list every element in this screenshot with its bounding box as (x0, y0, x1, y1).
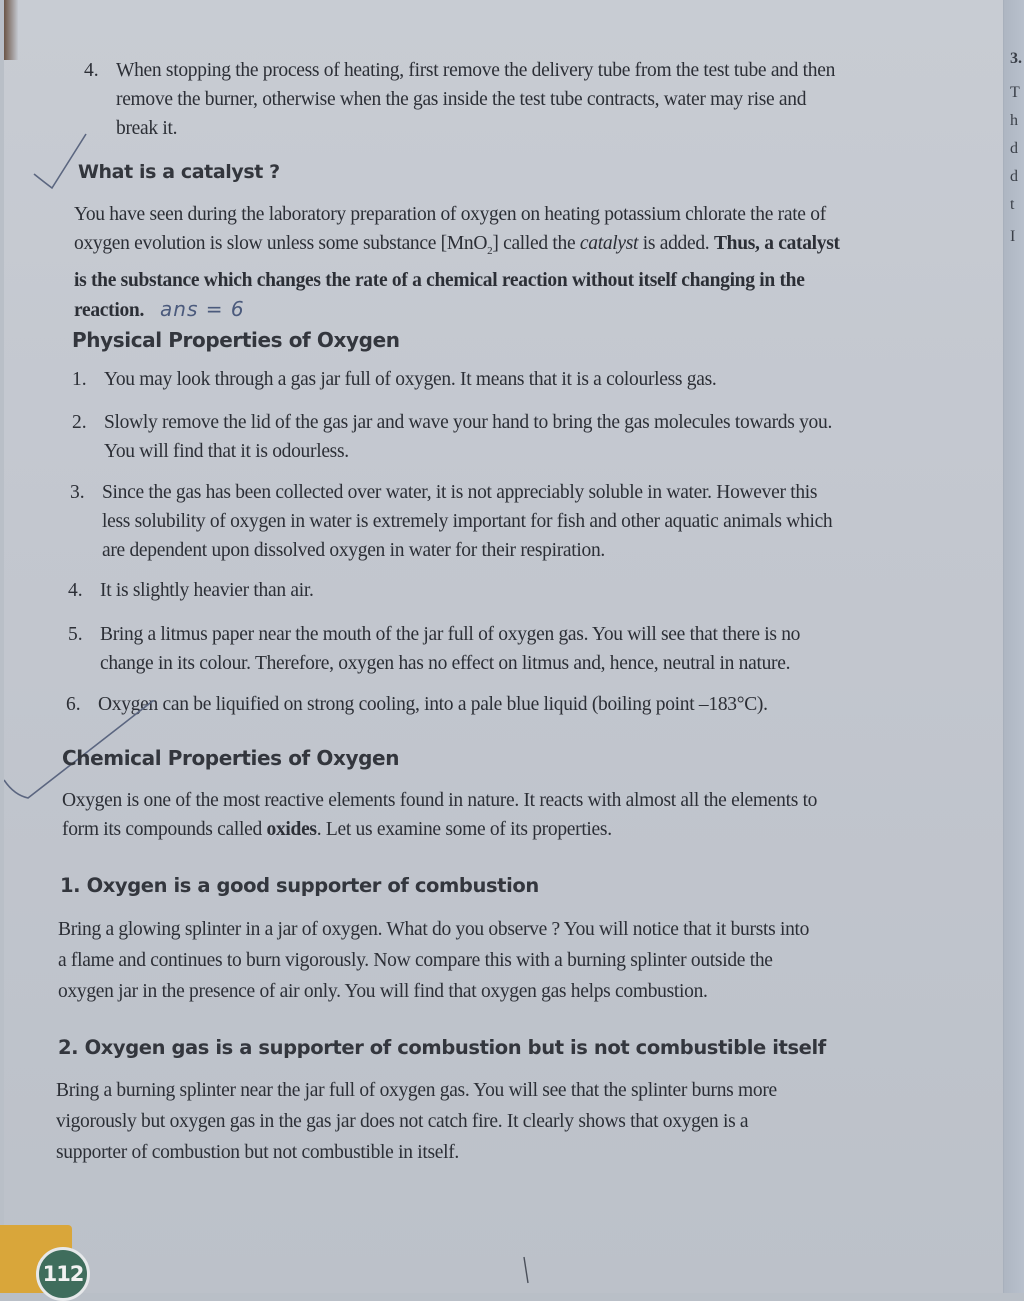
list-number: 6. (66, 694, 81, 715)
text-line: break it. (116, 118, 178, 139)
catalyst-paragraph (74, 200, 840, 325)
handwritten-note: ans = 6 (160, 296, 245, 321)
list-item-text: You may look through a gas jar full of oxygen. It means that it is a colourless gas. (104, 369, 717, 390)
list-number: 4. (68, 580, 83, 601)
combustion-paragraph: Bring a glowing splinter in a jar of oxygen. What do you observe ? You will notice that it bursts into a flame and continues to burn vigorously. Now compare this with a burning splinter outside the oxygen jar in the presence of air only. You will find that oxygen gas helps combustion. (58, 919, 810, 1002)
list-item-text: Bring a litmus paper near the mouth of the jar full of oxygen gas. You will see that there is no change in its colour. Therefore, oxygen has no effect on litmus and, hence, neutral in nature. (100, 624, 801, 674)
subheading-not-combustible: 2. Oxygen gas is a supporter of combustion but is not combustible itself (58, 1036, 826, 1059)
list-number: 3. (70, 482, 85, 503)
list-item-text: It is slightly heavier than air. (100, 580, 314, 601)
list-item-text: Oxygen can be liquified on strong cooling, into a pale blue liquid (boiling point –183°C). (98, 694, 768, 715)
definition-text: is the substance which changes the rate of a chemical reaction without itself changing in the (74, 269, 805, 291)
subheading-combustion-supporter: 1. Oxygen is a good supporter of combustion (60, 874, 539, 897)
text-line: remove the burner, otherwise when the gas inside the test tube contracts, water may rise and (116, 89, 807, 110)
pen-stroke-mark-icon (522, 1255, 532, 1285)
page-number-badge: 112 (36, 1247, 90, 1301)
list-number: 4. (84, 60, 99, 81)
list-item-text: Slowly remove the lid of the gas jar and wave your hand to bring the gas molecules towards you. You will find that it is odourless. (104, 412, 833, 462)
chemical-intro-paragraph: Oxygen is one of the most reactive elements found in nature. It reacts with almost all the elements to form its compounds called oxides. Let us examine some of its properties. (62, 790, 818, 840)
section-heading-chemical: Chemical Properties of Oxygen (62, 746, 400, 770)
section-heading-physical: Physical Properties of Oxygen (72, 328, 400, 352)
section-heading-catalyst: What is a catalyst ? (78, 161, 280, 183)
list-item-text (116, 56, 835, 143)
next-page-edge: 3. T h d d t I (1003, 0, 1024, 1293)
definition-text: reaction. (74, 299, 145, 321)
text-line: oxygen evolution is slow unless some substance [MnO$_2$] called the catalyst is added. Thus, a catalyst (74, 233, 840, 257)
text-line: When stopping the process of heating, first remove the delivery tube from the test tube and then (116, 60, 836, 81)
list-item-text: Since the gas has been collected over water, it is not appreciably soluble in water. However this less solubility of oxygen in water is extremely important for fish and other aquatic animals which are dependent upon dissolved oxygen in water for their respiration. (102, 482, 833, 561)
list-number: 5. (68, 624, 83, 645)
textbook-page (4, 0, 1004, 1293)
list-number: 2. (72, 412, 87, 433)
not-combustible-paragraph: Bring a burning splinter near the jar full of oxygen gas. You will see that the splinter burns more vigorously but oxygen gas in the gas jar does not catch fire. It clearly shows that oxygen is a supporter of combustion but not combustible in itself. (56, 1080, 777, 1163)
text-line: You have seen during the laboratory preparation of oxygen on heating potassium chlorate the rate of (74, 204, 826, 225)
book-corner-shadow (4, 0, 18, 60)
list-number: 1. (72, 369, 87, 390)
